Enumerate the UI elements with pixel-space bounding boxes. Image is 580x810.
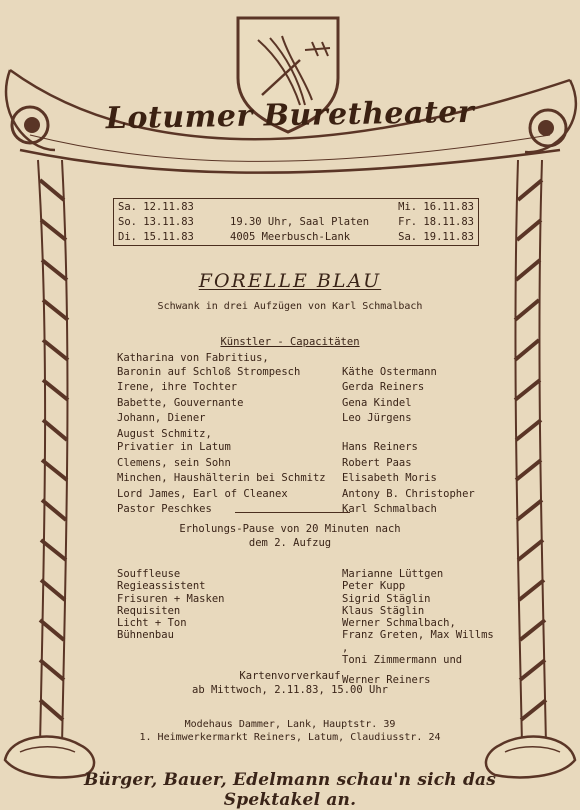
crew-names: [342, 568, 502, 687]
cast-role: Clemens, sein Sohn: [117, 456, 231, 469]
cast-actor: Gena Kindel: [342, 396, 412, 409]
cast-role: Minchen, Haushälterin bei Schmitz: [117, 472, 326, 484]
crew-name: Marianne Lüttgen: [342, 568, 444, 580]
date-left: So. 13.11.83: [118, 216, 194, 228]
date-row: [118, 215, 474, 230]
footer-motto: Bürger, Bauer, Edelmann schau'n sich das Spektakel an.: [83, 770, 497, 810]
cast-role: Pastor Peschkes: [117, 503, 212, 515]
date-row: [118, 230, 474, 245]
cast-role: Johann, Diener: [117, 412, 206, 424]
cast-item: [117, 457, 477, 471]
cast-actor: Antony B. Christopher: [342, 487, 475, 500]
cast-item: [117, 472, 477, 486]
presale-date: ab Mittwoch, 2.11.83, 15.00 Uhr: [192, 683, 388, 696]
crew-name: Klaus Stäglin: [342, 604, 425, 617]
crew-roles: [117, 568, 317, 642]
crew-name: Werner Reiners: [342, 674, 431, 687]
ticket-presale: [100, 670, 480, 697]
date-left: Sa. 12.11.83: [118, 201, 194, 213]
crew-name: Peter Kupp: [342, 580, 406, 593]
intermission-note: [100, 522, 480, 550]
intermission-line: dem 2. Aufzug: [248, 537, 332, 549]
crew-role: Regieassistent: [117, 580, 206, 593]
play-subtitle: Schwank in drei Aufzügen von Karl Schmalbach: [157, 301, 423, 312]
crew-name: Sigrid Stäglin: [342, 592, 431, 605]
crew-name: Toni Zimmermann und: [342, 654, 463, 667]
crew-role: Frisuren + Masken: [117, 592, 225, 605]
crew-role: Souffleuse: [117, 568, 181, 580]
cast-item: [117, 503, 477, 517]
cast-heading-text: Künstler - Capacitäten: [220, 336, 360, 348]
presale-shop: Modehaus Dammer, Lank, Hauptstr. 39: [184, 719, 396, 730]
cast-list: [117, 352, 477, 519]
date-right: Fr. 18.11.83: [398, 216, 474, 228]
cast-role: Babette, Gouvernante: [117, 396, 244, 409]
date-right: Sa. 19.11.83: [398, 231, 474, 243]
cast-item: [117, 381, 477, 395]
date-left: Di. 15.11.83: [118, 231, 194, 243]
date-right: Mi. 16.11.83: [398, 201, 474, 213]
cast-actor: Gerda Reiners: [342, 381, 425, 393]
venue-address: 4005 Meerbusch-Lank: [230, 231, 351, 243]
cast-item: [117, 428, 477, 455]
cast-role: Lord James, Earl of Cleanex: [117, 487, 288, 500]
cast-item: [117, 412, 477, 426]
cast-actor: Käthe Ostermann: [342, 365, 437, 378]
cast-actor: Karl Schmalbach: [342, 503, 437, 515]
performance-dates-box: [113, 198, 479, 246]
crew-name: Werner Schmalbach,: [342, 617, 456, 630]
date-row: [118, 200, 474, 215]
intermission-line: Erholungs-Pause von 20 Minuten nach: [179, 523, 401, 535]
cast-role: August Schmitz, Privatier in Latum: [117, 427, 231, 453]
crew-role: Licht + Ton: [117, 617, 187, 630]
crew-name: Franz Greten, Max Willms ,: [342, 629, 494, 654]
crew-role: Requisiten: [117, 604, 181, 617]
cast-actor: Leo Jürgens: [342, 412, 412, 424]
presale-heading: Kartenvorverkauf: [239, 670, 341, 682]
left-scroll-icon: [6, 70, 55, 150]
right-pillar-icon: [515, 160, 546, 745]
cast-item: [117, 352, 477, 379]
cast-item: [117, 397, 477, 411]
showtime-venue: 19.30 Uhr, Saal Platen: [230, 216, 370, 228]
cast-item: [117, 488, 477, 502]
crew-role: Bühnenbau: [117, 629, 174, 642]
presale-shops: [100, 718, 480, 744]
play-title: FORELLE BLAU: [198, 270, 382, 292]
theater-name: Lotumer Buretheater: [105, 94, 475, 137]
presale-shop: 1. Heimwerkermarkt Reiners, Latum, Claudiusstr. 24: [139, 732, 441, 743]
cast-role: Katharina von Fabritius, Baronin auf Schloß Strompesch: [117, 352, 301, 378]
cast-actor: Hans Reiners: [342, 441, 418, 453]
cast-actor: Elisabeth Moris: [342, 472, 437, 484]
cast-heading: [100, 336, 480, 348]
cast-actor: Robert Paas: [342, 456, 412, 469]
left-pillar-icon: [38, 160, 68, 745]
cast-role: Irene, ihre Tochter: [117, 381, 238, 393]
section-divider: [235, 512, 350, 513]
